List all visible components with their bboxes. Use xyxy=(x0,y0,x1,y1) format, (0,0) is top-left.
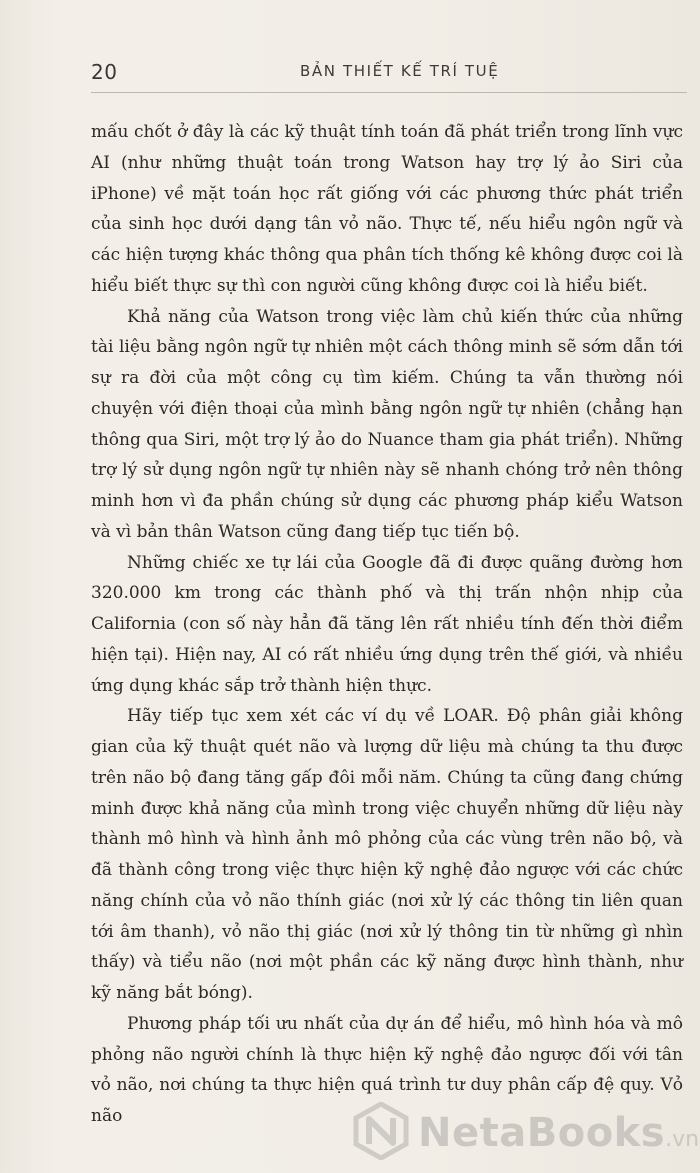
paragraph-2: Khả năng của Watson trong việc làm chủ kiến thức của những tài liệu bằng ngôn ngữ tự nhiên một cách thông minh sẽ sớm dẫn tới sự ra đời của một công cụ tìm kiếm. Chúng ta vẫn thường nói chuyện với điện thoại của mình bằng ngôn ngữ tự nhiên (chẳng hạn thông qua Siri, một trợ lý ảo do Nuance tham gia phát triển). Những trợ lý sử dụng ngôn ngữ tự nhiên này sẽ nhanh chóng trở nên thông minh hơn vì đa phần chúng sử dụng các phương pháp kiểu Watson và vì bản thân Watson cũng đang tiếp tục tiến bộ. xyxy=(91,306,683,542)
paragraph-4: Hãy tiếp tục xem xét các ví dụ về LOAR. Độ phân giải không gian của kỹ thuật quét não và lượng dữ liệu mà chúng ta thu được trên não bộ đang tăng gấp đôi mỗi năm. Chúng ta cũng đang chứng minh được khả năng của mình trong việc chuyển những dữ liệu này thành mô hình và hình ảnh mô phỏng của các vùng trên não bộ, và đã thành công trong việc thực hiện kỹ nghệ đảo ngược với các chức năng chính của vỏ não thính giác (nơi xử lý các thông tin liên quan tới âm thanh), vỏ não thị giác (nơi xử lý thông tin từ những gì nhìn thấy) và tiểu não (nơi một phần các kỹ năng được hình thành, như kỹ năng bắt bóng). xyxy=(91,706,683,1003)
watermark-brand: NetaBooks xyxy=(418,1110,666,1156)
netabooks-n-logo-icon xyxy=(352,1102,410,1160)
watermark-suffix: .vn xyxy=(665,1127,700,1152)
page-header xyxy=(0,60,700,94)
running-title: BẢN THIẾT KẾ TRÍ TUỆ xyxy=(300,62,500,80)
paragraph-3: Những chiếc xe tự lái của Google đã đi được quãng đường hơn 320.000 km trong các thành phố và thị trấn nhộn nhịp của California (con số này hẳn đã tăng lên rất nhiều tính đến thời điểm hiện tại). Hiện nay, AI có rất nhiều ứng dụng trên thế giới, và nhiều ứng dụng khác sắp trở thành hiện thực. xyxy=(91,552,683,696)
paragraph-5: Phương pháp tối ưu nhất của dự án để hiểu, mô hình hóa và mô phỏng não người chính là thực hiện kỹ nghệ đảo ngược đối với tân vỏ não, nơi chúng ta thực hiện quá trình tư duy phân cấp đệ quy. Vỏ não xyxy=(91,1013,683,1126)
page-number: 20 xyxy=(91,60,118,84)
paragraph-1: mấu chốt ở đây là các kỹ thuật tính toán đã phát triển trong lĩnh vực AI (như những thuật toán trong Watson hay trợ lý ảo Siri của iPhone) về mặt toán học rất giống với các phương thức phát triển của sinh học dưới dạng tân vỏ não. Thực tế, nếu hiểu ngôn ngữ và các hiện tượng khác thông qua phân tích thống kê không được coi là hiểu biết thực sự thì con người cũng không được coi là hiểu biết. xyxy=(91,122,683,296)
netabooks-watermark xyxy=(352,1102,700,1160)
header-divider xyxy=(91,92,687,93)
body-text xyxy=(91,117,683,1132)
watermark-text xyxy=(418,1110,699,1156)
